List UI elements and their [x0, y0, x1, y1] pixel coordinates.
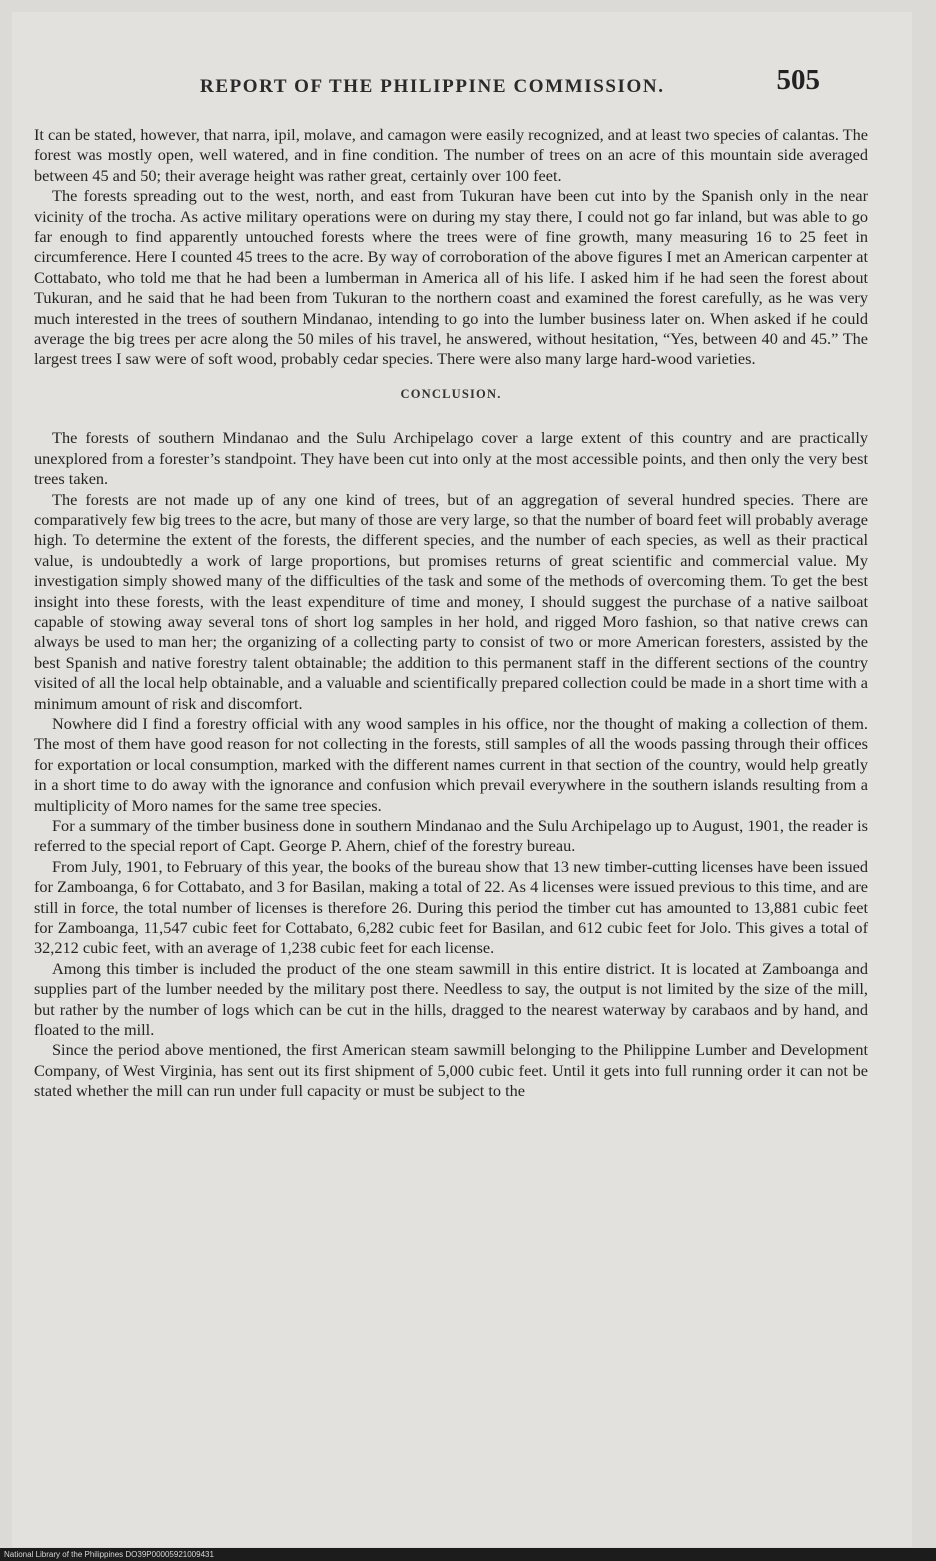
paragraph-8: Among this timber is included the product of the one steam sawmill in this entire district. It is located at Zamboanga and supplies part of the lumber needed by the military post there. Needless to say, the output is not limited by the size of the mill, but rather by the number of logs which can be cut in the hills, dragged to the nearest waterway by carabaos and by hand, and floated to the mill.: [34, 958, 868, 1040]
body-text: [34, 125, 868, 1102]
paragraph-3: The forests of southern Mindanao and the Sulu Archipelago cover a large extent of this country and are practically unexplored from a forester’s standpoint. They have been cut into only at the most accessible points, and then only the very best trees taken.: [34, 428, 868, 489]
page-number: 505: [776, 64, 820, 96]
footer-bar: [0, 1548, 936, 1561]
section-heading: CONCLUSION.: [400, 386, 502, 401]
scanned-page: [12, 12, 912, 1547]
paragraph-2: The forests spreading out to the west, north, and east from Tukuran have been cut into by the Spanish only in the near vicinity of the trocha. As active military operations were on during my stay there, I could not go far inland, but was able to go far enough to find apparently untouched forests where the trees were of fine growth, many measuring 16 to 25 feet in circumference. Here I counted 45 trees to the acre. By way of corroboration of the above figures I met an American carpenter at Cottabato, who told me that he had been a lumberman in America all of his life. I asked him if he had seen the forest about Tukuran, and he said that he had been from Tukuran to the northern coast and examined the forest carefully, as he was very much interested in the trees of southern Mindanao, intending to go into the lumber business later on. When asked if he could average the big trees per acre along the 50 miles of his travel, he answered, without hesitation, “Yes, between 40 and 45.” The largest trees I saw were of soft wood, probably cedar species. There were also many large hard-wood varieties.: [34, 186, 868, 369]
paragraph-4: The forests are not made up of any one kind of trees, but of an aggregation of several hundred species. There are comparatively few big trees to the acre, but many of those are very large, so that the number of board feet will probably average high. To determine the extent of the forests, the different species, and the number of each species, as well as their practical value, is undoubtedly a work of large proportions, but promises returns of great scientific and commercial value. My investigation simply showed many of the difficulties of the task and some of the methods of overcoming them. To get the best insight into these forests, with the least expenditure of time and money, I should suggest the purchase of a native sailboat capable of stowing away several tons of short log samples in her hold, and rigged Moro fashion, so that native crews can always be used to man her; the organizing of a collecting party to consist of two or more American foresters, assisted by the best Spanish and native forestry talent obtainable; the addition to this permanent staff in the different sections of the country visited of all the local help obtainable, and a valuable and scientifically prepared collection could be made in a short time with a minimum amount of risk and discomfort.: [34, 489, 868, 713]
footer-credit: National Library of the Philippines DO39P00005921009431: [4, 1550, 214, 1559]
paragraph-1: It can be stated, however, that narra, ipil, molave, and camagon were easily recognized, and at least two species of calantas. The forest was mostly open, well watered, and in fine condition. The number of trees on an acre of this mountain side averaged between 45 and 50; their average height was rather great, certainly over 100 feet.: [34, 125, 868, 185]
paragraph-9: Since the period above mentioned, the first American steam sawmill belonging to the Philippine Lumber and Development Company, of West Virginia, has sent out its first shipment of 5,000 cubic feet. Until it gets into full running order it can not be stated whether the mill can run under full capacity or must be subject to the: [34, 1040, 868, 1101]
running-head: REPORT OF THE PHILIPPINE COMMISSION.: [200, 76, 665, 97]
page-header: [42, 64, 882, 104]
paragraph-7: From July, 1901, to February of this year, the books of the bureau show that 13 new timber-cutting licenses have been issued for Zamboanga, 6 for Cottabato, and 3 for Basilan, making a total of 22. As 4 licenses were issued previous to this time, and are still in force, the total number of licenses is therefore 26. During this period the timber cut has amounted to 13,881 cubic feet for Zamboanga, 11,547 cubic feet for Cottabato, 6,282 cubic feet for Basilan, and 612 cubic feet for Jolo. This gives a total of 32,212 cubic feet, with an average of 1,238 cubic feet for each license.: [34, 856, 868, 958]
paragraph-6: For a summary of the timber business done in southern Mindanao and the Sulu Archipelago up to August, 1901, the reader is referred to the special report of Capt. George P. Ahern, chief of the forestry bureau.: [34, 816, 868, 856]
paragraph-5: Nowhere did I find a forestry official with any wood samples in his office, nor the thought of making a collection of them. The most of them have good reason for not collecting in the forests, still samples of all the woods passing through their offices for exportation or local consumption, marked with the different names current in that section of the country, would help greatly in a short time to do away with the ignorance and confusion which prevail everywhere in the southern islands resulting from a multiplicity of Moro names for the same tree species.: [34, 713, 868, 815]
